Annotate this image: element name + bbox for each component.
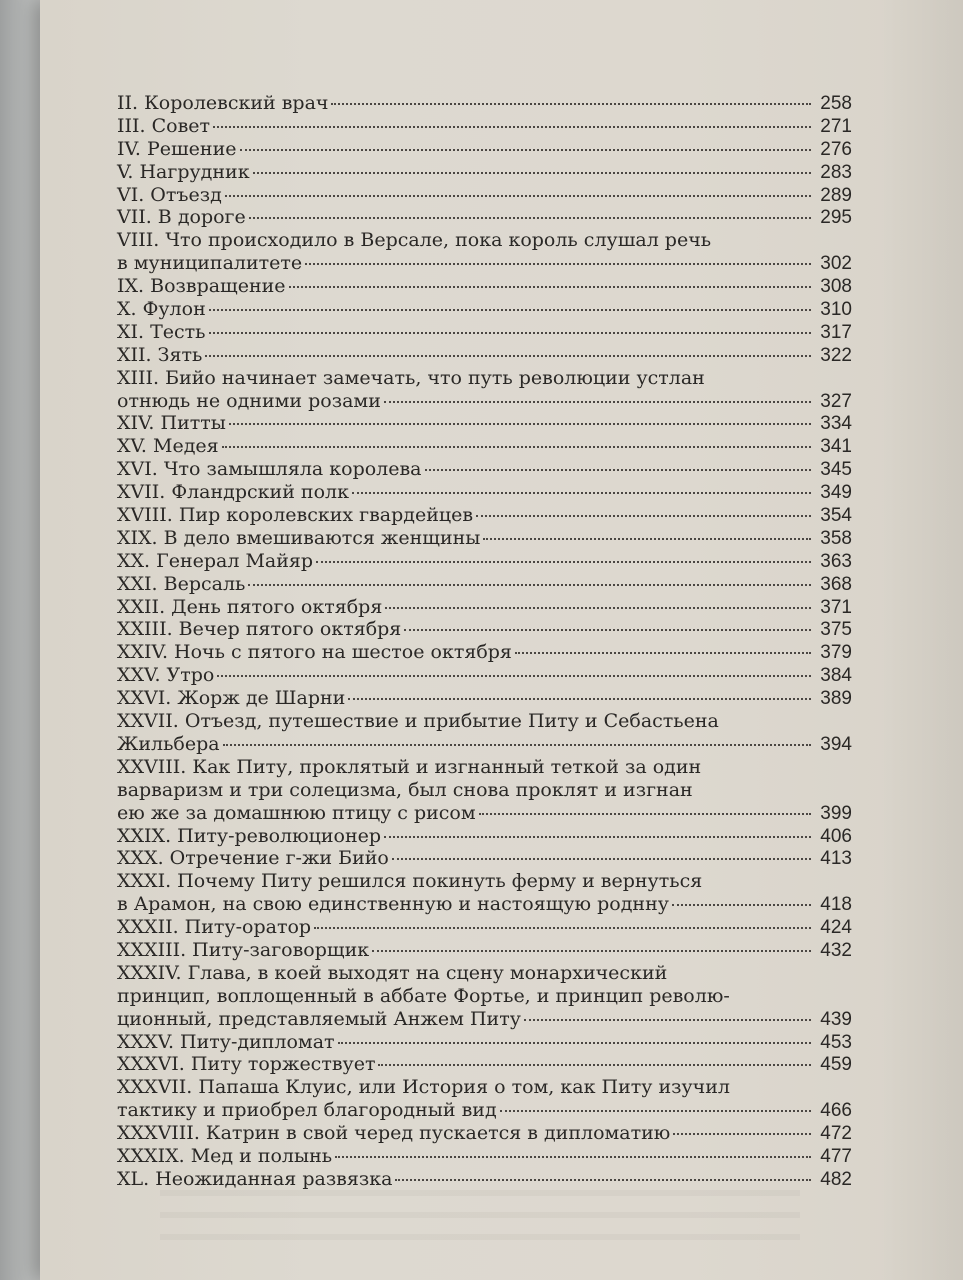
page-shade [880,0,963,1280]
chapter-title: XXXIV. Глава, в коей выходят на сцену монархический [117,961,668,984]
page-number: 384 [820,665,852,687]
toc-entry [117,1145,852,1168]
chapter-title: XXXVI. Питу торжествует [117,1053,376,1076]
chapter-title: XIII. Бийо начинает замечать, что путь революции устлан [117,366,705,389]
page-number: 389 [820,688,852,710]
toc-entry [117,367,852,413]
toc-line [117,184,852,207]
toc-line [117,618,852,641]
toc-line [117,550,852,573]
toc-entry [117,550,852,573]
dot-leader [248,584,811,586]
toc-entry [117,412,852,435]
page-number: 271 [820,115,852,137]
toc-line [117,825,852,848]
page-number: 418 [820,894,852,916]
toc-line [117,664,852,687]
page-number: 406 [820,825,852,847]
page-number: 424 [820,917,852,939]
page-number: 289 [820,184,852,206]
toc-line [117,229,852,252]
dot-leader [673,1133,811,1135]
bleed-through-text [160,1190,800,1250]
page-number: 472 [820,1123,852,1145]
toc-line [117,252,852,275]
toc-line [117,870,852,893]
dot-leader [672,904,811,906]
toc-entry [117,1053,852,1076]
page-number: 354 [820,505,852,527]
toc-entry [117,1168,852,1191]
dot-leader [483,538,811,540]
toc-line [117,115,852,138]
toc-line [117,573,852,596]
page-number: 432 [820,939,852,961]
chapter-title: XIX. В дело вмешиваются женщины [117,526,481,549]
toc-line [117,962,852,985]
dot-leader [209,309,811,311]
dot-leader [372,950,811,952]
toc-entry [117,298,852,321]
toc-line [117,138,852,161]
chapter-title: IX. Возвращение [117,275,286,298]
chapter-title: XXXIII. Питу-заговорщик [117,938,370,961]
page-number: 295 [820,207,852,229]
chapter-title: XXIII. Вечер пятого октября [117,618,402,641]
toc-line [117,802,852,825]
chapter-title: XX. Генерал Майяр [117,549,314,572]
dot-leader [384,836,811,838]
chapter-title: XXXVII. Папаша Клуис, или История о том, как Питу изучил [117,1076,730,1099]
dot-leader [384,401,811,403]
toc-entry [117,206,852,229]
toc-line [117,92,852,115]
page-number: 375 [820,619,852,641]
dot-leader [205,355,811,357]
page-number: 358 [820,527,852,549]
toc-line [117,939,852,962]
toc-line [117,756,852,779]
chapter-title: XXVIII. Как Питу, проклятый и изгнанный теткой за один [117,755,702,778]
page-number: 345 [820,459,852,481]
dot-leader [515,652,811,654]
page-number: 341 [820,436,852,458]
dot-leader [385,607,811,609]
dot-leader [524,1019,811,1021]
toc-entry [117,664,852,687]
toc-line [117,687,852,710]
page-number: 363 [820,550,852,572]
dot-leader [209,332,811,334]
dot-leader [500,1110,811,1112]
toc-line [117,1076,852,1099]
toc-line [117,847,852,870]
toc-line [117,893,852,916]
chapter-title: Жильбера [117,732,220,755]
page-number: 394 [820,733,852,755]
chapter-title: XXXIX. Мед и полынь [117,1144,333,1167]
dot-leader [352,492,811,494]
page-number: 466 [820,1100,852,1122]
dot-leader [240,149,812,151]
toc-line [117,344,852,367]
page-number: 310 [820,299,852,321]
chapter-title: XXXII. Питу-оратор [117,916,312,939]
toc-line [117,985,852,1008]
toc-entry [117,939,852,962]
chapter-title: VIII. Что происходило в Версале, пока король слушал речь [117,229,712,252]
toc-entry [117,1031,852,1054]
toc-line [117,1145,852,1168]
page-number: 302 [820,253,852,275]
chapter-title: в муниципалитете [117,252,303,275]
chapter-title: XVII. Фландрский полк [117,481,349,504]
toc-line [117,275,852,298]
chapter-title: XXVI. Жорж де Шарни [117,687,346,710]
chapter-title: VI. Отъезд [117,183,222,206]
toc-line [117,710,852,733]
toc-line [117,1168,852,1191]
page-number: 413 [820,848,852,870]
chapter-title: II. Королевский врач [117,92,329,114]
dot-leader [404,629,811,631]
dot-leader [305,263,811,265]
page-number: 308 [820,276,852,298]
chapter-title: XIV. Питты [117,412,226,435]
chapter-title: XII. Зять [117,343,203,366]
dot-leader [425,469,811,471]
toc-line [117,412,852,435]
toc-entry [117,435,852,458]
toc-line [117,435,852,458]
toc-entry [117,618,852,641]
page-number: 258 [820,93,852,114]
toc-entry [117,184,852,207]
dot-leader [249,217,811,219]
toc-entry [117,847,852,870]
page-number: 482 [820,1168,852,1190]
table-of-contents [117,92,852,1191]
toc-line [117,367,852,390]
toc-entry [117,573,852,596]
toc-entry [117,504,852,527]
page-number: 327 [820,390,852,412]
toc-line [117,527,852,550]
toc-line [117,733,852,756]
dot-leader [289,286,811,288]
dot-leader [479,813,811,815]
chapter-title: X. Фулон [117,298,206,321]
toc-line [117,481,852,504]
toc-entry [117,481,852,504]
toc-line [117,458,852,481]
toc-entry [117,710,852,756]
dot-leader [338,1042,811,1044]
dot-leader [229,423,811,425]
chapter-title: XXX. Отречение г-жи Бийо [117,847,389,870]
chapter-title: V. Нагрудник [117,160,250,183]
page-number: 439 [820,1008,852,1030]
toc-entry [117,527,852,550]
page-number: 317 [820,321,852,343]
chapter-title: XXXI. Почему Питу решился покинуть ферму и вернуться [117,870,703,893]
toc-entry [117,596,852,619]
toc-line [117,779,852,802]
toc-line [117,298,852,321]
chapter-title: ционный, представляемый Анжем Питу [117,1007,521,1030]
dot-leader [348,698,811,700]
toc-entry [117,458,852,481]
dot-leader [395,1179,811,1181]
chapter-title: отнюдь не одними розами [117,389,381,412]
chapter-title: XV. Медея [117,435,219,458]
toc-line [117,390,852,413]
toc-entry [117,687,852,710]
chapter-title: принцип, воплощенный в аббате Фортье, и принцип револю- [117,984,730,1007]
toc-entry [117,321,852,344]
chapter-title: варваризм и три солецизма, был снова проклят и изгнан [117,778,693,801]
chapter-title: XXIX. Питу-революционер [117,824,382,847]
dot-leader [223,744,811,746]
page-number: 371 [820,596,852,618]
chapter-title: XXIV. Ночь с пятого на шестое октября [117,641,512,664]
dot-leader [378,1064,811,1066]
dot-leader [213,126,811,128]
toc-entry [117,138,852,161]
toc-entry [117,916,852,939]
toc-line [117,596,852,619]
chapter-title: XXV. Утро [117,664,215,687]
toc-entry [117,870,852,916]
toc-line [117,1122,852,1145]
toc-entry [117,161,852,184]
dot-leader [392,858,811,860]
page-number: 453 [820,1031,852,1053]
toc-line [117,1099,852,1122]
chapter-title: XL. Неожиданная развязка [117,1167,393,1190]
chapter-title: IV. Решение [117,137,237,160]
page-number: 283 [820,161,852,183]
page-number: 379 [820,642,852,664]
toc-entry [117,962,852,1031]
chapter-title: III. Совет [117,114,211,137]
chapter-title: XXII. День пятого октября [117,595,383,618]
toc-entry [117,641,852,664]
toc-entry [117,92,852,115]
page-number: 368 [820,573,852,595]
dot-leader [314,927,811,929]
chapter-title: XXI. Версаль [117,572,246,595]
toc-line [117,1008,852,1031]
dot-leader [331,103,811,105]
chapter-title: XXVII. Отъезд, путешествие и прибытие Питу и Себастьена [117,710,719,733]
toc-line [117,641,852,664]
chapter-title: XXXV. Питу-дипломат [117,1030,335,1053]
toc-line [117,321,852,344]
toc-line [117,206,852,229]
toc-line [117,504,852,527]
toc-line [117,1031,852,1054]
toc-entry [117,229,852,275]
chapter-title: XVIII. Пир королевских гвардейцев [117,504,474,527]
page-number: 477 [820,1145,852,1167]
chapter-title: VII. В дороге [117,206,246,229]
toc-line [117,161,852,184]
chapter-title: XI. Тесть [117,320,206,343]
chapter-title: ею же за домашнюю птицу с рисом [117,801,476,824]
page-number: 276 [820,138,852,160]
dot-leader [253,172,811,174]
toc-entry [117,115,852,138]
toc-entry [117,825,852,848]
page-number: 334 [820,413,852,435]
page-number: 459 [820,1054,852,1076]
toc-entry [117,344,852,367]
dot-leader [316,561,811,563]
chapter-title: тактику и приобрел благородный вид [117,1099,497,1122]
page-number: 349 [820,482,852,504]
dot-leader [225,195,811,197]
toc-entry [117,1076,852,1122]
page-number: 322 [820,344,852,366]
dot-leader [222,446,811,448]
toc-line [117,916,852,939]
page-number: 399 [820,802,852,824]
dot-leader [217,675,811,677]
toc-entry [117,275,852,298]
toc-entry [117,756,852,825]
toc-line [117,1053,852,1076]
dot-leader [335,1156,811,1158]
toc-entry [117,1122,852,1145]
chapter-title: в Арамон, на свою единственную и настоящую роднну [117,893,669,916]
chapter-title: XXXVIII. Катрин в свой черед пускается в дипломатию [117,1122,671,1145]
chapter-title: XVI. Что замышляла королева [117,458,422,481]
dot-leader [476,515,811,517]
